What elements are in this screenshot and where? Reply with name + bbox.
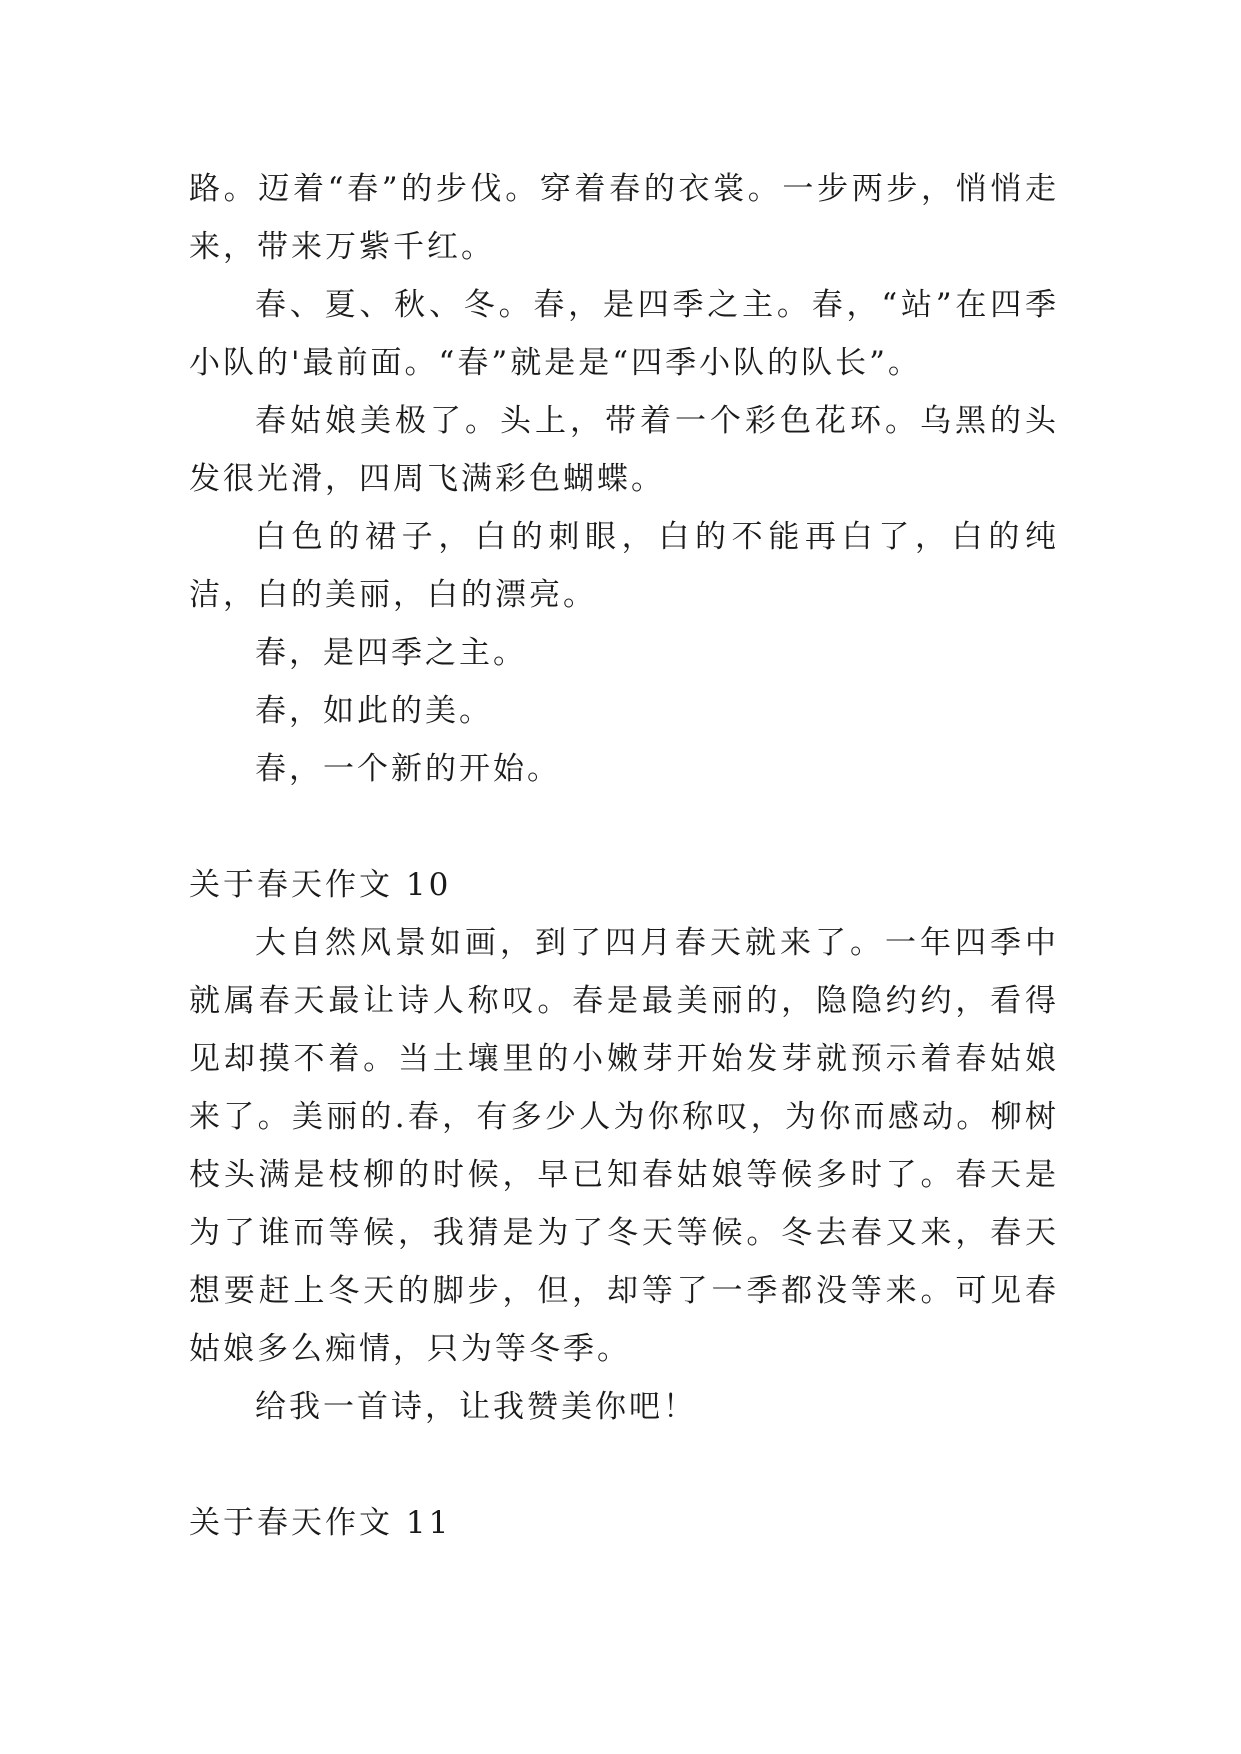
paragraph: 春，是四季之主。 <box>255 635 527 671</box>
section-heading: 关于春天作文 11 <box>189 1505 452 1541</box>
document-body <box>189 160 1059 1552</box>
paragraph: 给我一首诗，让我赞美你吧！ <box>255 1389 697 1425</box>
paragraph: 白色的裙子，白的刺眼，白的不能再白了，白的纯洁，白的美丽，白的漂亮。 <box>189 519 1059 613</box>
paragraph: 大自然风景如画，到了四月春天就来了。一年四季中就属春天最让诗人称叹。春是最美丽的，隐隐约约，看得见却摸不着。当土壤里的小嫩芽开始发芽就预示着春姑娘来了。美丽的.春，有多少人为你称叹，为你而感动。柳树枝头满是枝柳的时候，早已知春姑娘等候多时了。春天是为了谁而等候，我猜是为了冬天等候。冬去春又来，春天想要赶上冬天的脚步，但，却等了一季都没等来。可见春姑娘多么痴情，只为等冬季。 <box>189 925 1059 1367</box>
paragraph: 春，如此的美。 <box>255 693 493 729</box>
paragraph: 春姑娘美极了。头上，带着一个彩色花环。乌黑的头发很光滑，四周飞满彩色蝴蝶。 <box>189 403 1059 497</box>
paragraph: 路。迈着“春”的步伐。穿着春的衣裳。一步两步，悄悄走来，带来万紫千红。 <box>189 171 1059 265</box>
section-heading: 关于春天作文 10 <box>189 867 452 903</box>
paragraph: 春，一个新的开始。 <box>255 751 561 787</box>
paragraph: 春、夏、秋、冬。春，是四季之主。春，“站”在四季小队的'最前面。“春”就是是“四季小队的队长”。 <box>189 287 1059 381</box>
